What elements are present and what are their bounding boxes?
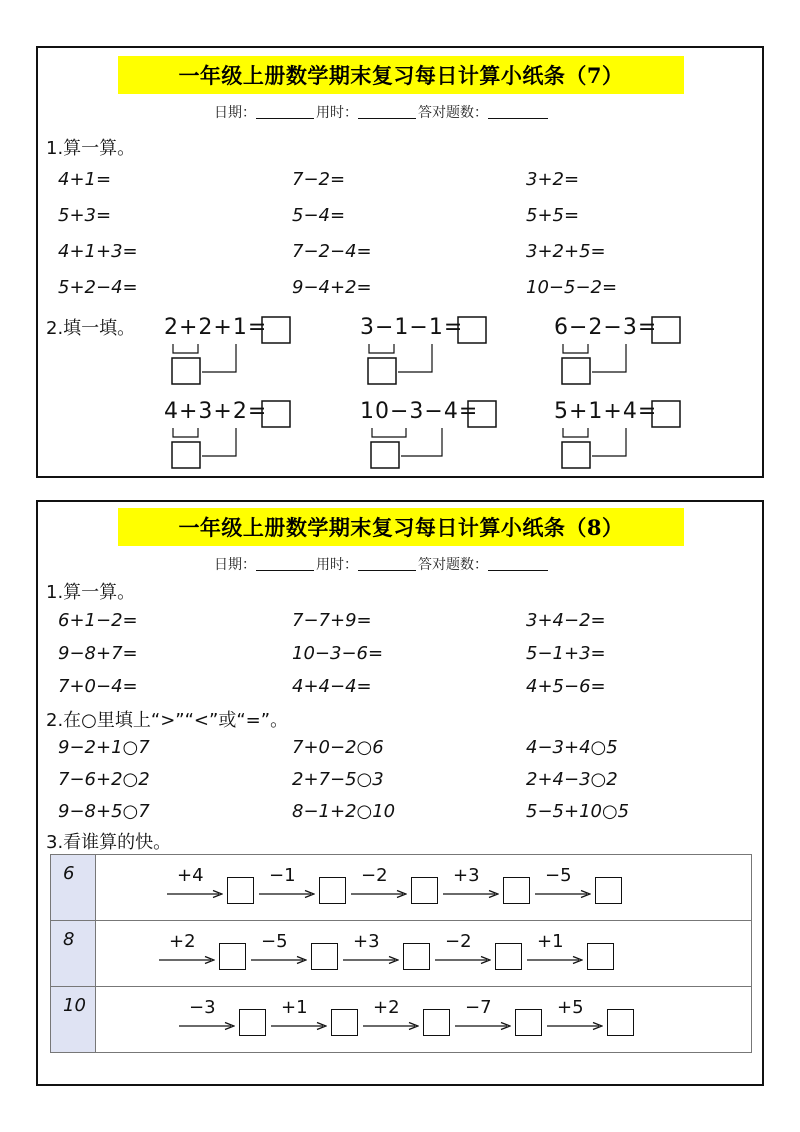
chain: [95, 855, 752, 920]
compare-expr: 7−6+2○2: [58, 769, 150, 790]
answer-box[interactable]: [319, 877, 346, 904]
op-label: −1: [269, 865, 296, 886]
arrow-icon: [159, 955, 215, 965]
fill-diagram: [164, 314, 314, 386]
worksheet-card-8: [36, 500, 764, 1086]
diagram-expr: 4+3+2=: [164, 399, 268, 424]
expr: 5+2−4=: [58, 277, 138, 298]
expr: 7−2=: [292, 169, 346, 190]
compare-expr: 4−3+4○5: [526, 737, 618, 758]
fill-diagram: [554, 314, 704, 386]
diagram-expr: 2+2+1=: [164, 315, 268, 340]
expr: 9−4+2=: [292, 277, 372, 298]
date-label: 日期：: [214, 557, 256, 573]
compare-expr: 5−5+10○5: [526, 801, 630, 822]
meta-line: [214, 554, 550, 574]
arrow-icon: [547, 1021, 603, 1031]
worksheet-card-7: [36, 46, 764, 478]
card-title: 一年级上册数学期末复习每日计算小纸条（7）: [118, 56, 684, 94]
answer-box[interactable]: [331, 1009, 358, 1036]
expr: 5−1+3=: [526, 643, 606, 664]
chain-step: [159, 929, 251, 979]
chain-step: [167, 863, 259, 913]
diagram-expr: 3−1−1=: [360, 315, 464, 340]
op-label: +1: [281, 997, 308, 1018]
date-blank[interactable]: [256, 104, 314, 119]
start-number-cell: [50, 855, 96, 920]
answer-box[interactable]: [495, 943, 522, 970]
expr: 5+5=: [526, 205, 580, 226]
card-title: 一年级上册数学期末复习每日计算小纸条（8）: [118, 508, 684, 546]
op-label: −7: [465, 997, 492, 1018]
op-label: +3: [353, 931, 380, 952]
chain-step: [527, 929, 619, 979]
section-title-compare: 2.在○里填上“>”“<”或“=”。: [46, 710, 289, 731]
arrow-icon: [535, 889, 591, 899]
answer-box[interactable]: [515, 1009, 542, 1036]
answer-box[interactable]: [311, 943, 338, 970]
op-label: −2: [445, 931, 472, 952]
compare-expr: 8−1+2○10: [292, 801, 396, 822]
op-label: −3: [189, 997, 216, 1018]
chain-step: [251, 929, 343, 979]
expr: 9−8+7=: [58, 643, 138, 664]
table-row: [50, 920, 752, 986]
arrow-icon: [351, 889, 407, 899]
arrow-icon: [435, 955, 491, 965]
arrow-icon: [179, 1021, 235, 1031]
chain-step: [363, 995, 455, 1045]
section-title-speed: 3.看谁算的快。: [46, 832, 172, 853]
meta-line: [214, 102, 550, 122]
section-title-calc: 1.算一算。: [46, 582, 136, 603]
expr: 3+2+5=: [526, 241, 606, 262]
chain-table: [50, 854, 752, 1053]
answer-box[interactable]: [607, 1009, 634, 1036]
score-blank[interactable]: [488, 104, 548, 119]
score-blank[interactable]: [488, 556, 548, 571]
time-blank[interactable]: [358, 556, 416, 571]
answer-box[interactable]: [239, 1009, 266, 1036]
expr: 7−2−4=: [292, 241, 372, 262]
arrow-icon: [251, 955, 307, 965]
compare-expr: 2+7−5○3: [292, 769, 384, 790]
chain-step: [455, 995, 547, 1045]
section-title-fill: 2.填一填。: [46, 318, 136, 339]
date-blank[interactable]: [256, 556, 314, 571]
op-label: +1: [537, 931, 564, 952]
start-number: 6: [63, 863, 75, 884]
expr: 4+5−6=: [526, 676, 606, 697]
chain-step: [535, 863, 627, 913]
chain-step: [271, 995, 363, 1045]
start-number-cell: [50, 921, 96, 986]
op-label: +5: [557, 997, 584, 1018]
arrow-icon: [343, 955, 399, 965]
score-label: 答对题数：: [418, 105, 488, 121]
expr: 3+4−2=: [526, 610, 606, 631]
op-label: +2: [373, 997, 400, 1018]
answer-box[interactable]: [227, 877, 254, 904]
arrow-icon: [363, 1021, 419, 1031]
answer-box[interactable]: [403, 943, 430, 970]
answer-box[interactable]: [423, 1009, 450, 1036]
fill-diagram: [360, 314, 510, 386]
arrow-icon: [167, 889, 223, 899]
chain-step: [443, 863, 535, 913]
date-label: 日期：: [214, 105, 256, 121]
compare-expr: 9−2+1○7: [58, 737, 150, 758]
answer-box[interactable]: [595, 877, 622, 904]
expr: 5+3=: [58, 205, 112, 226]
chain-step: [343, 929, 435, 979]
op-label: −5: [545, 865, 572, 886]
expr: 5−4=: [292, 205, 346, 226]
score-label: 答对题数：: [418, 557, 488, 573]
diagram-expr: 5+1+4=: [554, 399, 658, 424]
diagram-expr: 10−3−4=: [360, 399, 479, 424]
op-label: −5: [261, 931, 288, 952]
chain-step: [351, 863, 443, 913]
diagram-expr: 6−2−3=: [554, 315, 658, 340]
arrow-icon: [527, 955, 583, 965]
arrow-icon: [455, 1021, 511, 1031]
expr: 4+1+3=: [58, 241, 138, 262]
expr: 7−7+9=: [292, 610, 372, 631]
start-number: 8: [63, 929, 75, 950]
answer-box[interactable]: [587, 943, 614, 970]
chain: [95, 921, 752, 986]
expr: 4+1=: [58, 169, 112, 190]
expr: 4+4−4=: [292, 676, 372, 697]
op-label: +3: [453, 865, 480, 886]
op-label: +4: [177, 865, 204, 886]
expr: 10−3−6=: [292, 643, 384, 664]
expr: 7+0−4=: [58, 676, 138, 697]
chain-step: [547, 995, 639, 1045]
expr: 10−5−2=: [526, 277, 618, 298]
expr: 3+2=: [526, 169, 580, 190]
answer-box[interactable]: [411, 877, 438, 904]
fill-diagram: [360, 398, 510, 470]
time-label: 用时：: [316, 557, 358, 573]
time-label: 用时：: [316, 105, 358, 121]
arrow-icon: [271, 1021, 327, 1031]
start-number: 10: [63, 995, 86, 1016]
chain-step: [179, 995, 271, 1045]
arrow-icon: [259, 889, 315, 899]
expr: 6+1−2=: [58, 610, 138, 631]
op-label: +2: [169, 931, 196, 952]
compare-expr: 2+4−3○2: [526, 769, 618, 790]
arrow-icon: [443, 889, 499, 899]
chain-step: [259, 863, 351, 913]
compare-expr: 7+0−2○6: [292, 737, 384, 758]
table-row: [50, 854, 752, 920]
start-number-cell: [50, 987, 96, 1052]
answer-box[interactable]: [503, 877, 530, 904]
chain: [95, 987, 752, 1052]
section-title-calc: 1.算一算。: [46, 138, 136, 159]
fill-diagram: [164, 398, 314, 470]
table-row: [50, 986, 752, 1053]
compare-expr: 9−8+5○7: [58, 801, 150, 822]
fill-diagram: [554, 398, 704, 470]
time-blank[interactable]: [358, 104, 416, 119]
op-label: −2: [361, 865, 388, 886]
answer-box[interactable]: [219, 943, 246, 970]
chain-step: [435, 929, 527, 979]
